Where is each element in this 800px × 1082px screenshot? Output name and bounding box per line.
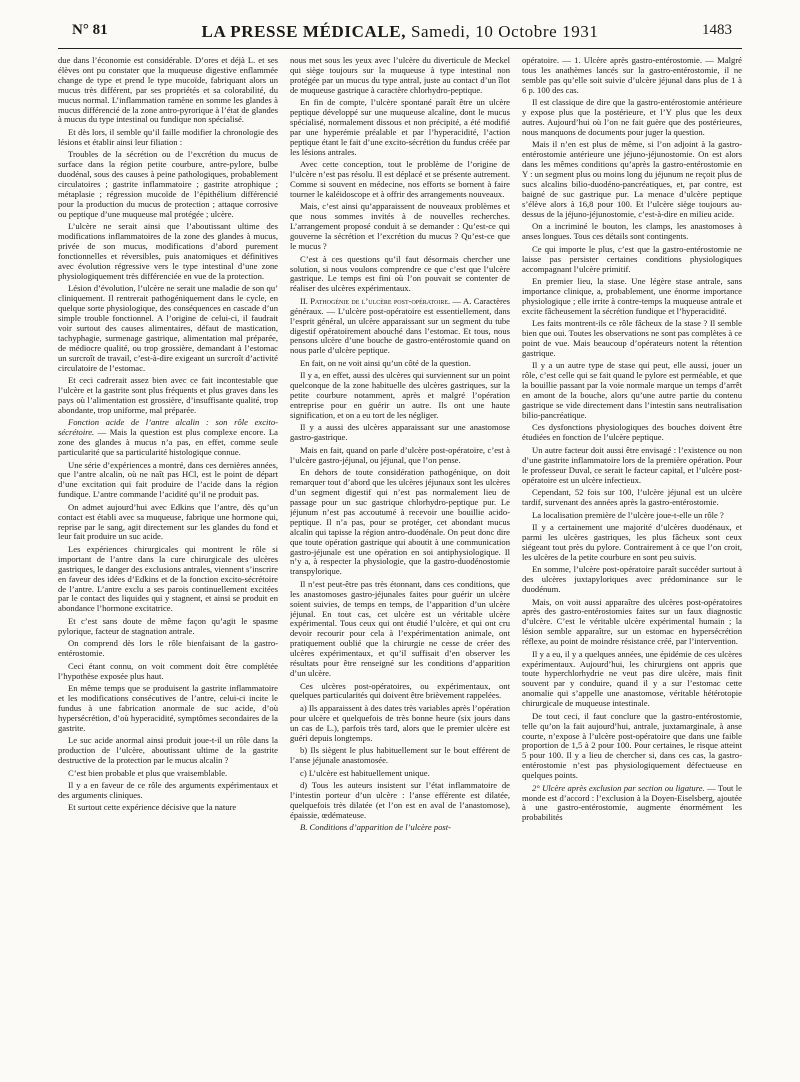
column-middle [290, 56, 510, 1066]
paragraph: Et c’est sans doute de même façon qu’agit le spasme pylorique, facteur de stagnation antrale. [58, 615, 278, 636]
paragraph: Et dès lors, il semble qu’il faille modifier la chronologie des lésions et établir ainsi leur filiation : [58, 126, 278, 147]
paragraph: En somme, l’ulcère post-opératoire paraît succéder surtout à des ulcères juxtapyloriques avec prédominance sur le duodénum. [522, 564, 742, 595]
article-body [58, 56, 742, 1066]
masthead [58, 22, 742, 42]
paragraph: Un autre facteur doit aussi être envisagé : l’existence ou non d’une gastrite inflammatoire lors de la première opération. Pour le professeur Duval, ce serait le facteur capital, et l’ulcère post-opératoire est un ulcère infectieux. [522, 444, 742, 485]
paragraph: De tout ceci, il faut conclure que la gastro-entérostomie, telle qu’on la fait aujourd’hui, antrale, juxtamarginale, à anse courte, n’expose à l’ulcère post-opératoire que dans une faible proportion de 1,5 à 2 pour 100. Pour certaines, le risque atteint 5 pour 100. Il y a lieu de chercher si, dans ces cas, la gastro-entérostomie n’est pas physiologiquement défectueuse en quelques points. [522, 710, 742, 781]
paragraph: Fonction acide de l’antre alcalin : son rôle excito-sécrétoire. — Mais la question est plus complexe encore. La zone des glandes à mucus n’a pas, en effet, comme seule particularité que sa particularité histologique connue. [58, 417, 278, 457]
paragraph: C’est bien probable et plus que vraisemblable. [68, 767, 228, 778]
paragraph: Le suc acide anormal ainsi produit joue-t-il un rôle dans la production de l’ulcère, aboutissant ultime de la gastrite destructive de la protection par le mucus alcalin ? [58, 735, 278, 766]
column-left [58, 56, 278, 1066]
paragraph: Mais en fait, quand on parle d’ulcère post-opératoire, c’est à l’ulcère gastro-jéjunal, ou jéjunal, que l’on pense. [290, 444, 510, 465]
paragraph: Ces ulcères post-opératoires, ou expérimentaux, ont quelques particularités qui doivent être brièvement rappelées. [290, 680, 510, 701]
paragraph: c) L’ulcère est habituellement unique. [300, 767, 430, 778]
paragraph: En premier lieu, la stase. Une légère stase antrale, sans importance clinique, a, probablement, une énorme importance physiologique ; elle irrite à contre-temps la muqueuse antrale et excite fâcheusement la sécrétion fundique et l’hyperacidité. [522, 276, 742, 316]
paragraph: On admet aujourd’hui avec Edkins que l’antre, dès qu’un contact est établi avec sa muqueuse, fabrique une hormone qui, reprise par le sang, agit directement sur les glandes du fond et leur fait produire un suc acide. [58, 501, 278, 542]
paragraph: En fait, on ne voit ainsi qu’un côté de la question. [300, 357, 471, 368]
paragraph: Mais, c’est ainsi qu’apparaissent de nouveaux problèmes et que nous sommes invités à de nouvelles recherches. L’arrangement proposé conduit à se demander : Qu’est-ce qui gouverne la sécrétion et l’excrétion du mucus ? Qu’est-ce que le mucus ? [290, 201, 510, 252]
paragraph: Il y a eu, il y a quelques années, une épidémie de ces ulcères expérimentaux. Aujourd’hui, les chirurgiens ont appris que toute hyperchlorhydrie ne veut pas dire ulcère, mais finit souvent par y conduire, quand il y a sur l’estomac cette anomalie qui s’appelle une anastomose, véritable hétérotopie chirurgicale de muqueuse intestinale. [522, 648, 742, 709]
paragraph: due dans l’économie est considérable. D’ores et déjà L. et ses élèves ont pu constater que la muqueuse digestive enflammée change de type et prend le type mucoïde, fabriquant alors un mucus très différent, par ses propriétés et sa colorabilité, du mucus normal. L’inflammation ramène en somme les glandes à mucus différencié de la zone antro-pyrorique à l’état de glandes à mucus du type intestinal ou fundique non spécialisé. [58, 56, 278, 125]
paragraph: Cependant, 52 fois sur 100, l’ulcère jéjunal est un ulcère tardif, survenant des années après la gastro-entérostomie. [522, 487, 742, 507]
paragraph: opératoire. — 1. Ulcère après gastro-entérostomie. — Malgré tous les anathèmes lancés sur la gastro-entérostomie, il ne semble pas qu’elle soit suivie d’ulcère jéjunal dans plus de 1 à 6 p. 100 des cas. [522, 56, 742, 95]
paragraph: Une série d’expériences a montré, dans ces dernières années, que l’antre alcalin, où ne naît pas HCl, est le point de départ d’une excitation qui fait produire de l’acide dans la région fundique. L’antre commande l’acidité qu’il ne produit pas. [58, 459, 278, 500]
paragraph: b) Ils siègent le plus habituellement sur le bout efférent de l’anse jéjunale anastomosée. [290, 745, 510, 766]
paragraph: Avec cette conception, tout le problème de l’origine de l’ulcère n’est pas résolu. Il est déplacé et se présente autrement. Comme si souvent en médecine, nos efforts se bornent à faire tourner le kaléidoscope et à offrir des arrangements nouveaux. [290, 159, 510, 199]
paragraph: Les expériences chirurgicales qui montrent le rôle si important de l’antre dans la cure chirurgicale des ulcères gastriques, le danger des exclusions antrales, viennent s’inscrire en faveur des idées d’Edkins et de la fonction excito-sécrétoire de l’antre. L’antre exclu a ses parois continuellement excitées par le contact des liquides qui y stagnent, et ainsi se produit en abondance l’hormone excitatrice. [58, 543, 278, 614]
paragraph: Il y a, en effet, aussi des ulcères qui surviennent sur un point quelconque de la zone habituelle des ulcères gastriques, sur la petite courbure notamment, après et malgré l’opération entreprise pour en guérir un autre. Ils ont une haute signification, et on a eu tort de les négliger. [290, 370, 510, 420]
paragraph: La localisation première de l’ulcère joue-t-elle un rôle ? [532, 509, 724, 520]
paragraph: En même temps que se produisent la gastrite inflammatoire et les modifications consécutives de l’antre, celui-ci incite le fundus à une fabrication anormale de suc acide, d’où hypersécrétion, d’où hyperacidité, symptômes secondaires de la gastrite. [58, 683, 278, 733]
paragraph: Et surtout cette expérience décisive que la nature [68, 802, 237, 813]
paragraph: En fin de compte, l’ulcère spontané paraît être un ulcère peptique développé sur une muqueuse alcaline, dont le mucus spécialisé, normalement dissous et non précipité, a été modifié par une hyperémie préalable et par l’hyperacidité, l’action peptique étant le fait d’une excito-sécrétion du fundus créée par les lésions antrales. [290, 97, 510, 157]
paragraph: L’ulcère ne serait ainsi que l’aboutissant ultime des modifications inflammatoires de la zone des glandes à mucus, privée de son mucus, modifications d’abord purement fonctionnelles et réversibles, puis anatomiques et définitives avec évolution régressive vers le type intestinal d’une zone physiologiquement très différenciée en vue de la protection. [58, 221, 278, 281]
journal-title: LA PRESSE MÉDICALE, [201, 22, 407, 41]
page-number: 1483 [702, 22, 732, 38]
paragraph: Mais il n’en est plus de même, si l’on adjoint à la gastro-entérostomie antérieure une jéjuno-jéjunostomie. On est alors dans les mêmes conditions qu’après la gastro-entérostomie en Y : un segment plus ou moins long du jéjunum ne reçoit plus de sucs alcalins bilio-duodéno-pancréatiques, et, par contre, est baigné de suc gastrique pur. La menace d’ulcère peptique s’élève alors à 16,8 pour 100. Et l’ulcère siège toujours au-dessus de la jéjuno-jéjunostomie, c’est-à-dire en milieu acide. [522, 139, 742, 219]
paragraph: Et ceci cadrerait assez bien avec ce fait incontestable que l’ulcère et la gastrite sont plus fréquents et plus graves dans les pays où l’alimentation est grossière, d’insuffisante qualité, trop abondante, trop uniforme, mal préparée. [58, 375, 278, 415]
paragraph: nous met sous les yeux avec l’ulcère du diverticule de Meckel qui siège toujours sur la muqueuse à type intestinal non protégée par un mucus du type antral, juste au contact d’un îlot de muqueuse gastrique à caractère chlorhydro-peptique. [290, 56, 510, 95]
paragraph: Il y a en faveur de ce rôle des arguments expérimentaux et des arguments cliniques. [58, 780, 278, 800]
paragraph: On comprend dès lors le rôle bienfaisant de la gastro-entérostomie. [58, 638, 278, 659]
paragraph: Les faits montrent-ils ce rôle fâcheux de la stase ? Il semble bien que oui. Toutes les observations ne sont pas complètes à ce point de vue. Mais beaucoup d’opérateurs notent la rétention gastrique. [522, 318, 742, 358]
paragraph: Il y a certainement une majorité d’ulcères duodénaux, et parmi les ulcères gastriques, les plus fâcheux sont ceux siégeant tout près du pylore. Contrairement à ce que l’on croit, les ulcères de la petite courbure en sont peu suivis. [522, 522, 742, 562]
paragraph: Ce qui importe le plus, c’est que la gastro-entérostomie ne laisse pas persister certaines conditions physiologiques accompagnant l’ulcère primitif. [522, 243, 742, 274]
paragraph: Il y a un autre type de stase qui peut, elle aussi, jouer un rôle, c’est celle qui se fait quand le pylore est perméable, et que la bouillie passant par la voie normale marque un temps d’arrêt en amont de la bouche, alors qu’une autre partie du contenu gastrique se vide directement dans l’intestin sans neutralisation bilio-pancréatique. [522, 360, 742, 420]
paragraph: Ceci étant connu, on voit comment doit être complétée l’hypothèse exposée plus haut. [58, 660, 278, 681]
paragraph: d) Tous les auteurs insistent sur l’état inflammatoire de l’intestin porteur d’un ulcère : l’anse efférente est dilatée, quelquefois très dilatée (et l’on est en aval de l’anastomose), épaissie, œdémateuse. [290, 780, 510, 820]
paragraph: Il n’est peut-être pas très étonnant, dans ces conditions, que les anastomoses gastro-jéjunales faites pour guérir un ulcère soient suivies, de temps en temps, de l’apparition d’un ulcère jéjunal. En tout cas, cet ulcère est un véritable ulcère expérimental. Tous ceux qui ont étudié l’ulcère, et qui ont cru devoir recourir pour cela à l’expérimentation animale, ont pratiquement oublié que la chirurgie ne cesse de créer des ulcères expérimentaux, et qu’il suffisait d’en observer les résultats pour être renseigné sur les conditions d’apparition d’un ulcère. [290, 578, 510, 678]
issue-date: Samedi, 10 Octobre 1931 [410, 22, 599, 41]
page-header [58, 22, 742, 49]
issue-number: N° 81 [72, 22, 108, 38]
paragraph: Il est classique de dire que la gastro-entérostomie antérieure y expose plus que la postérieure, et l’Y plus que les deux autres. Aujourd’hui où l’on ne fait guère que des postérieures, nous manquons de documents pour juger la question. [522, 97, 742, 137]
paragraph: Mais, on voit aussi apparaître des ulcères post-opératoires après des gastro-entérostomies faites sur un faux diagnostic d’ulcère. C’est le véritable ulcère expérimental humain ; la lésion semble apparaître, sur un estomac en hypersécrétion réflexe, au point de moindre résistance créé, par l’intervention. [522, 596, 742, 647]
paragraph: Il y a aussi des ulcères apparaissant sur une anastomose gastro-gastrique. [290, 422, 510, 443]
paragraph: Ces dysfonctions physiologiques des bouches doivent être étudiées en fonction de l’ulcère peptique. [522, 422, 742, 443]
paragraph: En dehors de toute considération pathogénique, on doit remarquer tout d’abord que les ulcères jéjunaux sont les ulcères d’un segment digestif qui n’est pas normalement lieu de passage pour un suc gastrique chlorhydro-peptique pur. Le jéjunum n’est pas accoutumé à recevoir une bouillie acido-peptique. Il n’a pas, pour se protéger, cet abondant mucus alcalin qui tapisse la région antro-duodénale. On peut donc dire que toute opération gastrique qui aboutit à une communication gastro-jéjunale est une opération en soi antiphysiologique. Il n’y a, à respecter la physiologie, que la gastro-duodénostomie transpylorique. [290, 467, 510, 577]
paragraph: C’est à ces questions qu’il faut désormais chercher une solution, si nous voulons comprendre ce que c’est que l’ulcère gastrique. Le temps est fini où l’on pouvait se contenter de réaliser des ulcères expérimentaux. [290, 253, 510, 294]
paragraph: B. Conditions d’apparition de l’ulcère post- [300, 822, 452, 833]
paragraph: II. Pathogénie de l’ulcère post-opératoire. — A. Caractères généraux. — L’ulcère post-opératoire est essentiellement, dans l’esprit général, un ulcère apparaissant sur un segment du tube digestif opératoirement abouché dans l’estomac. Et tous, nous pensons ulcère d’une bouche de gastro-entérostomie quand on nous parle d’ulcère peptique. [290, 295, 510, 356]
paragraph: a) Ils apparaissent à des dates très variables après l’opération pour ulcère et quelquefois de très bonne heure (six jours dans un cas de L.), parfois très tard, alors que le premier ulcère est guéri depuis longtemps. [290, 702, 510, 743]
paragraph: 2° Ulcère après exclusion par section ou ligature. — Tout le monde est d’accord : l’exclusion à la Doyen-Eiselsberg, ajoutée à une gastro-entérostomie, augmente énormément les probabilités [522, 782, 742, 823]
column-right [522, 56, 742, 1066]
paragraph: Lésion d’évolution, l’ulcère ne serait une maladie de son qu’ cliniquement. Il rentrerait pathogéniquement dans le cycle, en quelque sorte physiologique, des conséquences en cascade d’un simple trouble fonctionnel. A l’origine de celui-ci, il faudrait voir surtout des causes alimentaires, défaut de mastication, tachyphagie, surmenage gastrique, alimentation mal préparée, de médiocre qualité, ou trop grossière, demandant à l’estomac un surcroît de travail, c’est-à-dire exigeant un surcroît d’activité circulatoire de l’estomac. [58, 283, 278, 373]
paragraph: Troubles de la sécrétion ou de l’excrétion du mucus de surface dans la région petite courbure, antre-pylore, bulbe duodénal, sous des causes à peine pathologiques, probablement circulatoires ; gastrite inflammatoire ; gastrite atrophique ; métaplasie ; régression mucoïde de l’épithélium différencié pour la production du mucus de protection ; attaque corrosive ou peptique d’une muqueuse mal protégée ; ulcère. [58, 149, 278, 219]
paragraph: On a incriminé le bouton, les clamps, les anastomoses à anses longues. Tous ces détails sont contingents. [522, 221, 742, 242]
